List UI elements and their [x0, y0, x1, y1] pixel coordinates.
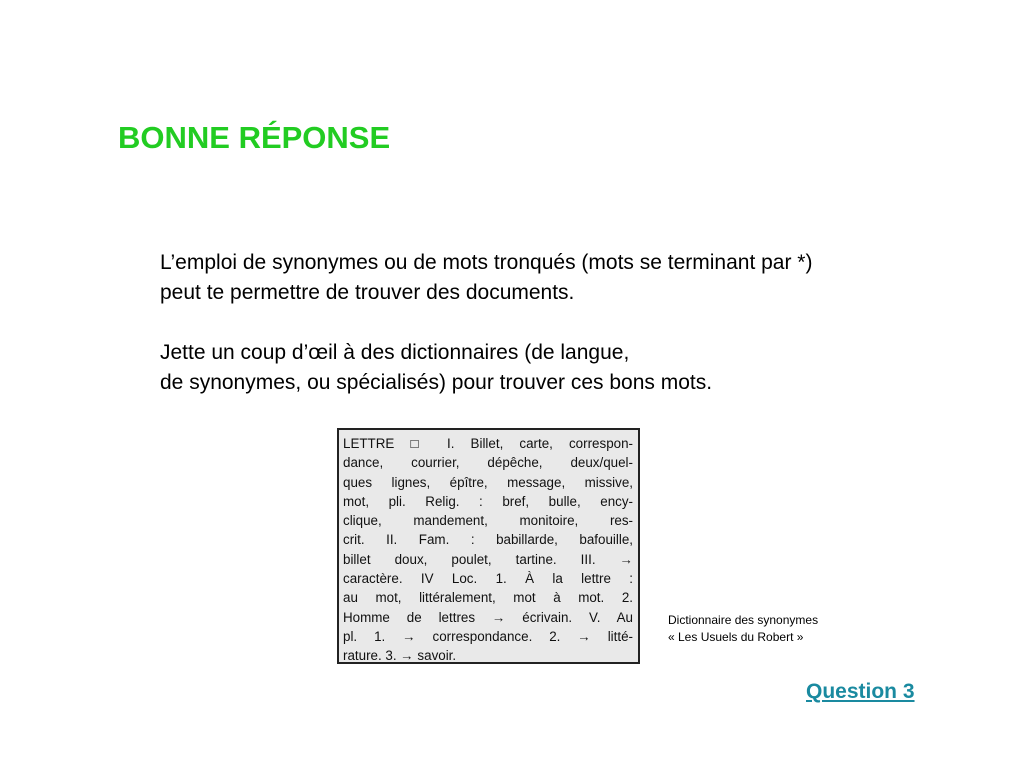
explanation-text [160, 248, 1000, 398]
dictionary-line: au mot, littéralement, mot à mot. 2. [343, 590, 633, 606]
dictionary-line: mot, pli. Relig. : bref, bulle, ency- [343, 493, 633, 509]
page-title: BONNE RÉPONSE [118, 120, 391, 155]
paragraph-line: peut te permettre de trouver des documents. [160, 281, 575, 304]
dictionary-line: rature. 3. → savoir. [343, 648, 457, 664]
paragraph-line: de synonymes, ou spécialisés) pour trouver ces bons mots. [160, 371, 713, 394]
paragraph-synonyms [160, 248, 1000, 308]
caption-title: Dictionnaire des synonymes [668, 613, 819, 627]
dictionary-line: billet doux, poulet, tartine. III. → [343, 551, 633, 567]
dictionary-excerpt-image [337, 428, 640, 664]
dictionary-line: LETTRE □ I. Billet, carte, correspon- [343, 436, 633, 451]
dictionary-line: pl. 1. → correspondance. 2. → litté- [343, 628, 633, 644]
dictionary-line: caractère. IV Loc. 1. À la lettre : [343, 571, 633, 587]
dictionary-line: crit. II. Fam. : babillarde, bafouille, [343, 532, 633, 548]
paragraph-line: L’emploi de synonymes ou de mots tronqués (mots se terminant par *) [160, 251, 813, 274]
next-question-link[interactable]: Question 3 [806, 680, 915, 703]
paragraph-dictionaries [160, 338, 1000, 398]
dictionary-line: clique, mandement, monitoire, res- [343, 513, 633, 529]
dictionary-line: Homme de lettres → écrivain. V. Au [343, 609, 633, 625]
dictionary-line: dance, courrier, dépêche, deux/quel- [343, 455, 633, 471]
caption-source: « Les Usuels du Robert » [668, 630, 804, 644]
paragraph-line: Jette un coup d’œil à des dictionnaires (de langue, [160, 341, 630, 364]
dictionary-line: ques lignes, épître, message, missive, [343, 474, 633, 490]
image-caption [668, 612, 818, 646]
